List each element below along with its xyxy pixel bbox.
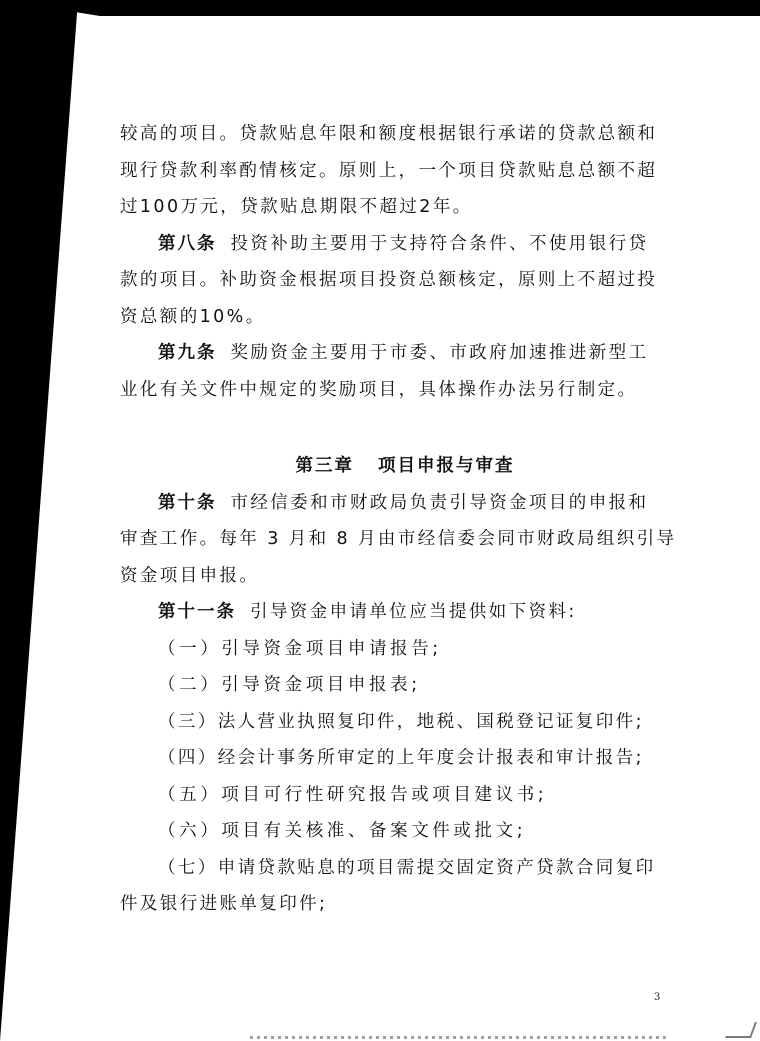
list-item-continuation: 件及银行进账单复印件; (120, 894, 328, 914)
article-10 (120, 485, 680, 522)
list-item: （六）项目有关核准、备案文件或批文; (158, 821, 527, 841)
article-11 (120, 594, 680, 631)
article-8 (120, 226, 680, 263)
paragraph-line: 款的项目。补助资金根据项目投资总额核定，原则上不超过投 (120, 270, 658, 290)
article-label: 第十条 (158, 492, 217, 513)
article-9 (120, 335, 680, 372)
page-number: 3 (654, 992, 661, 1003)
paragraph-line: 过100万元，贷款贴息期限不超过2年。 (120, 197, 473, 217)
chapter-title: 项目申报与审查 (378, 456, 515, 476)
list-item: （一）引导资金项目申请报告; (158, 638, 442, 659)
list-item: （五）项目可行性研究报告或项目建议书; (158, 784, 548, 805)
paragraph-line: 现行贷款利率酌情核定。原则上，一个项目贷款贴息总额不超 (120, 160, 658, 181)
list-item: （二）引导资金项目申报表; (158, 675, 421, 695)
chapter-heading (120, 448, 680, 485)
list-item: （七）申请贷款贴息的项目需提交固定资产贷款合同复印 (158, 857, 656, 878)
chapter-number: 第三章 (295, 456, 354, 476)
paragraph-line: 审查工作。每年 3 月和 8 月由市经信委会同市财政局组织引导 (120, 529, 677, 549)
scan-shadow-left (0, 0, 78, 1041)
scan-shadow-top (0, 0, 760, 16)
paragraph-line: 资总额的10%。 (120, 306, 266, 327)
list-item: （四）经会计事务所审定的上年度会计报表和审计报告; (158, 748, 644, 768)
article-text: 奖励资金主要用于市委、市政府加速推进新型工 (230, 343, 649, 363)
scan-noise-footer (250, 1036, 670, 1039)
document-body (120, 116, 680, 923)
article-text: 市经信委和市财政局负责引导资金项目的申报和 (230, 492, 649, 513)
list-item: （三）法人营业执照复印件，地税、国税登记证复印件; (158, 711, 644, 732)
article-label: 第十一条 (158, 602, 236, 622)
paragraph-line: 业化有关文件中规定的奖励项目，具体操作办法另行制定。 (120, 379, 638, 400)
article-label: 第八条 (158, 233, 217, 254)
paragraph-line: 资金项目申报。 (120, 565, 260, 586)
scan-corner-mark (725, 1022, 757, 1038)
paragraph-line: 较高的项目。贷款贴息年限和额度根据银行承诺的贷款总额和 (120, 124, 658, 144)
scan-shadow-top-right (752, 0, 760, 16)
article-text: 投资补助主要用于支持符合条件、不使用银行贷 (230, 233, 649, 254)
article-text: 引导资金申请单位应当提供如下资料: (250, 602, 577, 622)
article-label: 第九条 (158, 343, 217, 363)
